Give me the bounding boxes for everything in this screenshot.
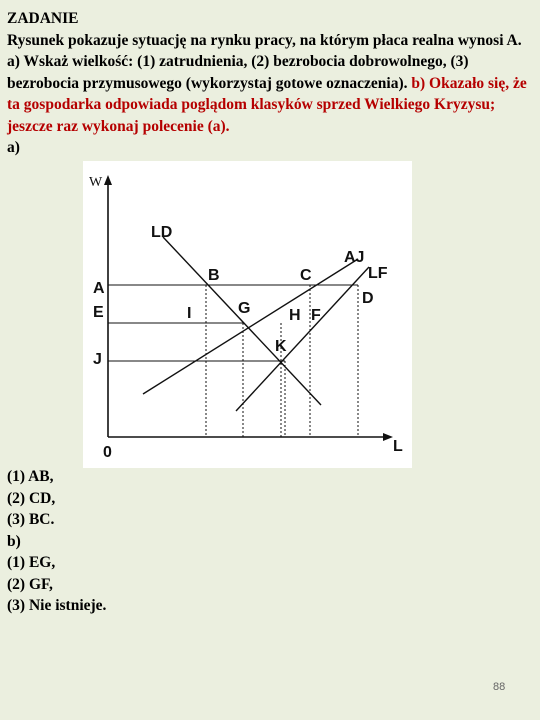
diagram-svg [83, 161, 412, 468]
point-label-g: G [238, 300, 251, 317]
task-text [7, 8, 535, 159]
wage-label-a: A [93, 280, 105, 297]
page-number: 88 [493, 681, 506, 693]
labor-market-diagram [83, 161, 412, 468]
task-question-b: b) Okazało się, że ta gospodarka odpowiada poglądom klasyków sprzed Wielkiego Kryzysu; jeszcze raz wykonaj polecenie (a). [7, 74, 527, 135]
task-question-a: Rysunek pokazuje sytuację na rynku pracy, na którym płaca realna wynosi A. a) Wskaż wielkość: (1) zatrudnienia, (2) bezrobocia dobrowolnego, (3) bezrobocia przymusowego (wykorzystaj gotowe oznaczenia). [7, 31, 522, 92]
wage-label-e: E [93, 304, 104, 321]
answer-a-2: (2) CD, [7, 489, 56, 507]
part-a-label: a) [7, 139, 20, 156]
answer-b-2: (2) GF, [7, 575, 53, 593]
origin-label: 0 [103, 444, 112, 461]
point-label-d: D [362, 290, 374, 307]
aj-curve [143, 259, 358, 394]
point-label-h: H [289, 307, 301, 324]
task-heading: ZADANIE [7, 10, 79, 27]
answer-a-1: (1) AB, [7, 468, 54, 485]
part-b-label: b) [7, 532, 21, 550]
task-body [7, 30, 535, 138]
x-axis-label: L [393, 438, 403, 455]
aj-label: AJ [344, 249, 365, 266]
lf-curve [236, 267, 369, 411]
y-axis-label: W [89, 175, 103, 190]
wage-label-j: J [93, 351, 102, 368]
answer-b-3: (3) Nie istnieje. [7, 597, 107, 614]
point-label-f: F [311, 307, 321, 324]
x-axis-arrow [383, 433, 393, 441]
point-label-c: C [300, 267, 312, 284]
point-label-b: B [208, 267, 220, 284]
answers [7, 466, 307, 617]
lf-label: LF [368, 265, 388, 282]
point-label-k: K [275, 338, 287, 355]
point-label-i: I [187, 305, 192, 322]
answer-b-1: (1) EG, [7, 554, 56, 571]
ld-label: LD [151, 224, 173, 241]
answer-a-3: (3) BC. [7, 511, 55, 528]
y-axis-arrow [104, 175, 112, 185]
